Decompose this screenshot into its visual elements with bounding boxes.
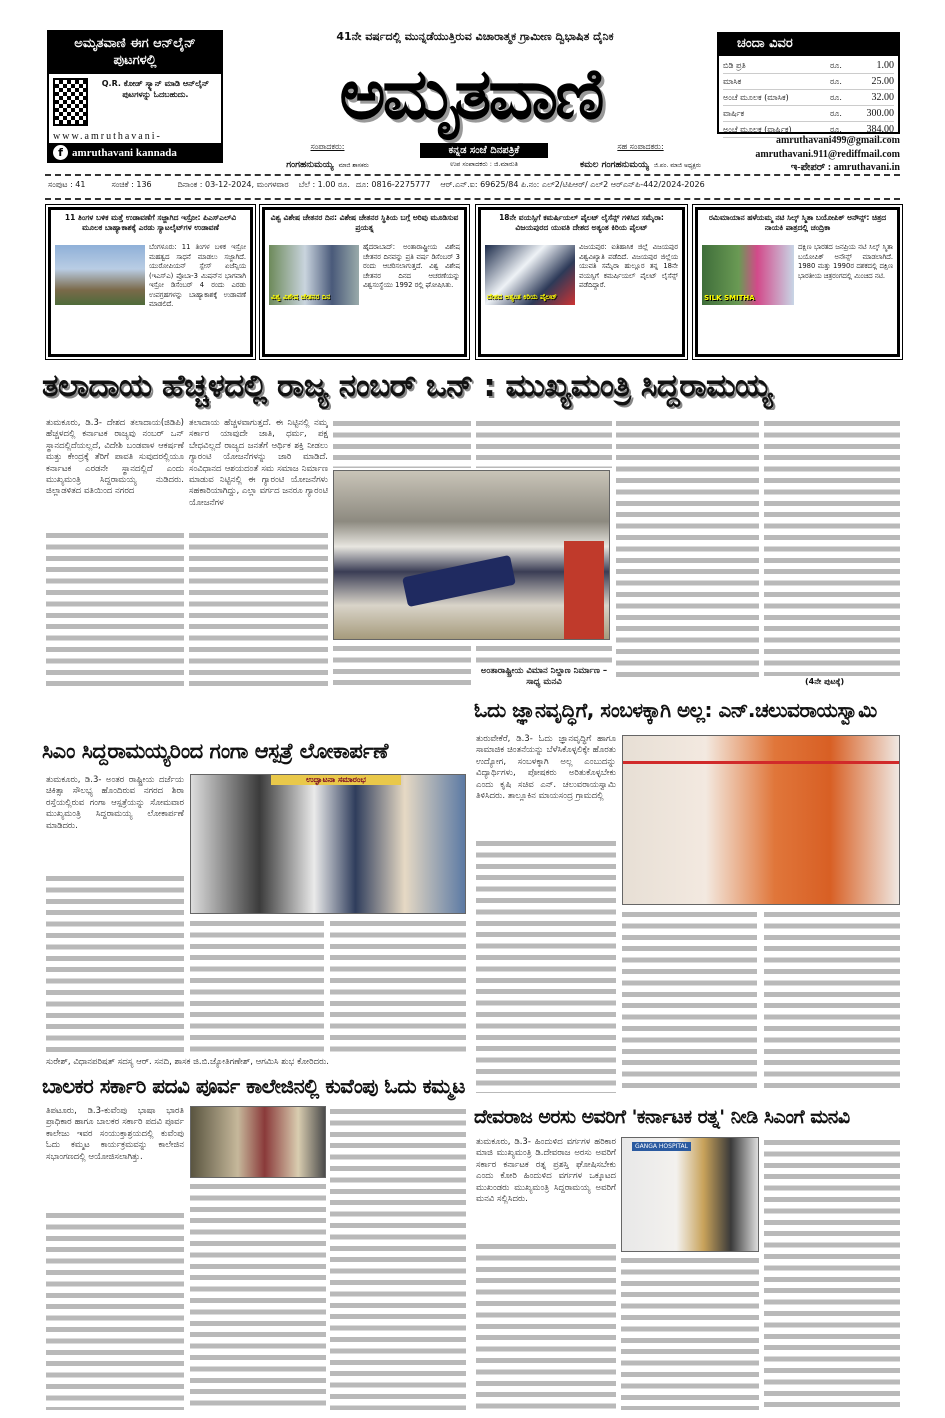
subscription-row <box>723 58 894 74</box>
teaser-photo-caption: ದೇಶದ ಅತ್ಯಂತ ಕಿರಿಯ ಪೈಲಟ್ <box>487 293 557 301</box>
teaser-photo <box>485 245 575 305</box>
article5-photo <box>621 1137 759 1252</box>
teaser-headline[interactable]: 18ನೇ ವಯಸ್ಸಿಗೆ ಕಮರ್ಷಿಯಲ್ ಪೈಲಟ್ ಲೈಸೆನ್ಸ್ ಗಳಿಸಿದ ಸಮೈರಾ: ವಿಜಯಪುರದ ಯುವತಿ ದೇಶದ ಅತ್ಯಂತ ಕಿರಿಯ ಪೈಲಟ್ <box>499 213 664 232</box>
registration: ಆರ್.ಎನ್.ಐ: 69625/84 ಪಿ.ನಂ: ಎಲ್2/ಟಿಪಿಆರ್/ ಎಲ್2 ಆರ್‌ಎನ್‌ಪಿ-442/2024-2026 <box>440 180 705 189</box>
article1-lead: ತುಮಕೂರು, ಡಿ.3- ದೇಶದ ತಲಾದಾಯ(ಜಿಡಿಪಿ) ಹೆಚ್ಚಳದಲ್ಲಿ ಕರ್ನಾಟಕ ರಾಜ್ಯವು ನಂಬರ್ ಒನ್ ಸ್ಥಾನದಲ್ಲಿದೆಯಲ್ಲದೆ, ವಿದೇಶಿ ಬಂಡವಾಳ ಆಕರ್ಷಣೆ ಮತ್ತು ಕೇಂದ್ರಕ್ಕೆ ತೆರಿಗೆ ಪಾವತಿ ಸುವುದರಲ್ಲಿಯೂ ಕರ್ನಾಟಕ ಎರಡನೇ ಸ್ಥಾನದಲ್ಲಿದೆ ಎಂದು ಮುಖ್ಯಮಂತ್ರಿ ಸಿದ್ದರಾಮಯ್ಯ ನುಡಿದರು. ಜಿಲ್ಲಾಡಳಿತದ ವತಿಯಿಂದ ನಗರದ <box>46 418 184 497</box>
teaser-photo-caption: ವಿಶ್ವ ವಿಶೇಷ ಚೇತನರ ದಿನ <box>271 293 331 301</box>
article1-col2: ತಲಾದಾಯ ಹೆಚ್ಚಳವಾಗುತ್ತದೆ. ಈ ನಿಟ್ಟಿನಲ್ಲಿ ನಮ್ಮ ಸರ್ಕಾರ ಯಾವುದೇ ಜಾತಿ, ಧರ್ಮ, ಪಕ್ಷ ಬೇಧವಿಲ್ಲದೆ ರಾಜ್ಯದ ಜನತೆಗೆ ಆರ್ಥಿಕ ಶಕ್ತಿ ನೀಡಲು ಗ್ಯಾರಂಟಿ ಯೋಜನೆಗಳನ್ನು ಜಾರಿ ಮಾಡಿದೆ. ಸಂವಿಧಾನದ ಆಶಯದಂತೆ ಸಮ ಸಮಾಜ ನಿರ್ಮಾಣ ಮಾಡುವ ನಿಟ್ಟಿನಲ್ಲಿ ಈ ಗ್ಯಾರಂಟಿ ಯೋಜನೆಗಳು ಸಹಕಾರಿಯಾಗಿದ್ದು, ಎಲ್ಲಾ ವರ್ಗದ ಜನರೂ ಗ್ಯಾರಂಟಿ ಯೋಜನೆಗಳ <box>189 418 328 508</box>
editor-name: ಗಂಗಹನುಮಯ್ಯ <box>286 160 334 170</box>
teaser-box[interactable] <box>478 207 685 357</box>
subscription-amount: 300.00 <box>866 108 894 119</box>
article1-subhead: ಅಂತಾರಾಷ್ಟ್ರೀಯ ವಿಮಾನ ನಿಲ್ದಾಣ ನಿರ್ಮಾಣ – ಸಾಧ್ಯ ಮನವಿ <box>480 666 608 688</box>
teaser-photo-caption: SILK SMITHA <box>704 294 755 302</box>
teaser-photo <box>269 245 359 305</box>
article3-photo-banner: ಉದ್ಘಾಟನಾ ಸಮಾರಂಭ <box>271 775 401 785</box>
article4-headline[interactable]: ಬಾಲಕರ ಸರ್ಕಾರಿ ಪದವಿ ಪೂರ್ವ ಕಾಲೇಜಿನಲ್ಲಿ ಕುವೆಂಪು ಓದು ಕಮ್ಮಟ <box>42 1074 465 1098</box>
teaser-photo <box>702 245 794 305</box>
subscription-row <box>723 90 894 106</box>
sub-editor: ಉಪ ಸಂಪಾದಕರು : ಜಿ.ಮಾರುತಿ <box>450 160 518 168</box>
article4-photo <box>190 1106 326 1178</box>
teaser-body: ಹೈದರಾಬಾದ್: ಅಂತಾರಾಷ್ಟ್ರೀಯ ವಿಶೇಷ ಚೇತನರ ದಿನವನ್ನು ಪ್ರತಿ ವರ್ಷ ಡಿಸೆಂಬರ್ 3 ರಂದು ಆಚರಿಸಲಾಗುತ್ತದೆ. ವಿಶ್ವ ವಿಶೇಷ ಚೇತನರ ದಿನದ ಆಚರಣೆಯನ್ನು ವಿಶ್ವಸಂಸ್ಥೆಯು 1992 ರಲ್ಲಿ ಘೋಷಿಸಿತು. <box>363 243 460 289</box>
main-headline[interactable]: ತಲಾದಾಯ ಹೆಚ್ಚಳದಲ್ಲಿ ರಾಜ್ಯ ನಂಬರ್ ಒನ್ : ಮುಖ್ಯಮಂತ್ರಿ ಸಿದ್ದರಾಮಯ್ಯ <box>42 368 773 404</box>
subscription-label: ಮಾಸಿಕ <box>723 77 742 86</box>
article1-photo <box>333 470 610 640</box>
subscription-currency: ರೂ. <box>830 93 842 102</box>
qr-code-icon[interactable] <box>53 78 88 126</box>
article2-lead: ತುರುವೇಕೆರೆ, ಡಿ.3- ಓದು ಜ್ಞಾನವೃದ್ಧಿಗೆ ಹಾಗೂ ಸಾಮಾಜಿಕ ಚಿಂತನೆಯನ್ನು ಬೆಳೆಸಿಕೊಳ್ಳಲಿಕ್ಕೇ ಹೊರತು ಉದ್ಯೋಗ, ಸಂಬಳಕ್ಕಾಗಿ ಅಲ್ಲ ಎಂಬುದನ್ನು ವಿದ್ಯಾರ್ಥಿಗಳು, ಪೋಷಕರು ಅರಿತುಕೊಳ್ಳಬೇಕು ಎಂದು ಕೃಷಿ ಸಚಿವ ಎನ್. ಚಲುವರಾಯಸ್ವಾಮಿ ತಿಳಿಸಿದರು. ತಾಲ್ಲೂಕಿನ ಮಾಯಸಂದ್ರ ಗ್ರಾಮದಲ್ಲಿ <box>476 734 616 802</box>
subscription-currency: ರೂ. <box>830 125 842 134</box>
subscription-label: ಅಂಚೆ ಮೂಲಕ (ಮಾಸಿಕ) <box>723 93 789 102</box>
email-2[interactable]: amruthavani.911@rediffmail.com <box>755 148 900 160</box>
editor-label: ಸಂಪಾದಕರು: <box>310 142 345 151</box>
volume: ಸಂಪುಟ : 41 <box>48 180 86 189</box>
teaser-photo <box>55 245 145 305</box>
subscription-row <box>723 74 894 90</box>
subscription-amount: 25.00 <box>871 76 894 87</box>
teaser-box[interactable] <box>48 207 253 357</box>
teaser-body: ಬೆಂಗಳೂರು: 11 ತಿಂಗಳ ಬಳಿಕ ಇಸ್ರೋ ಮಹತ್ವದ ಸಾಧನೆ ಮಾಡಲು ಸಜ್ಜಾಗಿದೆ. ಯುರೋಪಿಯನ್ ಸ್ಪೇಸ್ ಏಜೆನ್ಸಿಯ (ಇಎಸ್‌ಎ) ಪ್ರೊಬಾ-3 ಮಿಷನ್‌ನ ಭಾಗವಾಗಿ ಇಸ್ರೋ ಡಿಸೆಂಬರ್ 4 ರಂದು ಎರಡು ಉಪಗ್ರಹಗಳನ್ನು ಬಾಹ್ಯಾಕಾಶಕ್ಕೆ ಉಡಾವಣೆ ಮಾಡಲಿದೆ. <box>149 243 246 308</box>
continued-marker[interactable]: (4ನೇ ಪುಟಕ್ಕೆ) <box>805 677 845 686</box>
online-box <box>47 30 223 163</box>
date: ದಿನಾಂಕ : 03-12-2024, ಮಂಗಳವಾರ <box>177 180 289 189</box>
article5-lead: ತುಮಕೂರು, ಡಿ.3- ಹಿಂದುಳಿದ ವರ್ಗಗಳ ಹರಿಕಾರ ಮಾಜಿ ಮುಖ್ಯಮಂತ್ರಿ ಡಿ.ದೇವರಾಜ ಅರಸು ಅವರಿಗೆ ಸರ್ಕಾರ ಕರ್ನಾಟಕ ರತ್ನ ಪ್ರಶಸ್ತಿ ಘೋಷಿಸಬೇಕು ಎಂದು ಕೋರಿ ಹಿಂದುಳಿದ ವರ್ಗಗಳ ಒಕ್ಕೂಟದ ಮುಖಂಡರು ಮುಖ್ಯಮಂತ್ರಿ ಸಿದ್ದರಾಮಯ್ಯ ಅವರಿಗೆ ಮನವಿ ಸಲ್ಲಿಸಿದರು. <box>476 1137 616 1205</box>
article3-tail: ಸುರೇಶ್, ವಿಧಾನಪರಿಷತ್ ಸದಸ್ಯ ಆರ್. ಸನದಿ, ಶಾಸಕ ಜಿ.ಬಿ.ಜ್ಯೋತಿಗಣೇಶ್, ಆಗಮಿಸಿ ಶುಭ ಕೋರಿದರು. <box>46 1057 330 1067</box>
subscription-currency: ರೂ. <box>830 109 842 118</box>
website-link[interactable]: www.amruthavani- <box>49 130 221 143</box>
subscription-label: ಬಿಡಿ ಪ್ರತಿ <box>723 61 746 70</box>
teaser-headline[interactable]: ವಿಶ್ವ ವಿಶೇಷ ಚೇತನರ ದಿನ: ವಿಶೇಷ ಚೇತನರ ಸ್ಥಿತಿಯ ಬಗ್ಗೆ ಅರಿವು ಮೂಡಿಸುವ ಪ್ರಯತ್ನ <box>270 213 459 232</box>
article3-headline[interactable]: ಸಿಎಂ ಸಿದ್ದರಾಮಯ್ಯರಿಂದ ಗಂಗಾ ಆಸ್ಪತ್ರೆ ಲೋಕಾರ್ಪಣೆ <box>42 739 388 763</box>
tagline: 41ನೇ ವರ್ಷದಲ್ಲಿ ಮುನ್ನಡೆಯುತ್ತಿರುವ ವಿಚಾರಾತ್ಮಕ ಗ್ರಾಮೀಣ ದ್ವಿಭಾಷಿತ ದೈನಿಕ <box>336 30 614 43</box>
subscription-currency: ರೂ. <box>830 61 842 70</box>
article3-lead: ತುಮಕೂರು, ಡಿ.3- ಅಂತರ ರಾಷ್ಟ್ರೀಯ ದರ್ಜೆಯ ಚಿಕಿತ್ಸಾ ಸೌಲಭ್ಯ ಹೊಂದಿರುವ ನಗರದ ಶಿರಾ ರಸ್ತೆಯಲ್ಲಿರುವ ಗಂಗಾ ಆಸ್ಪತ್ರೆಯನ್ನು ಸೋಮವಾರ ಮುಖ್ಯಮಂತ್ರಿ ಸಿದ್ದರಾಮಯ್ಯ ಲೋಕಾರ್ಪಣೆ ಮಾಡಿದರು. <box>46 775 184 831</box>
co-editor-role: ಜಿ.ಪಂ. ಮಾಜಿ ಅಧ್ಯಕ್ಷರು <box>653 162 701 169</box>
subscription-label: ವಾರ್ಷಿಕ <box>723 109 745 118</box>
teaser-body: ವಿಜಯಪುರ: ಐತಿಹಾಸಿಕ ಜಿಲ್ಲೆ ವಿಜಯಪುರ ವಿಶ್ವವಿಖ್ಯಾತಿ ಪಡೆದಿದೆ. ವಿಜಯಪುರ ಜಿಲ್ಲೆಯ ಯುವತಿ ಸಮೈರಾ ಹುಲ್ಲೂರ ತನ್ನ 18ನೇ ವಯಸ್ಸಿಗೆ ಕಮರ್ಷಿಯಲ್ ಪೈಲಟ್ ಲೈಸೆನ್ಸ್ ಪಡೆದಿದ್ದಾರೆ. <box>579 243 678 289</box>
subscription-currency: ರೂ. <box>830 77 842 86</box>
teaser-box[interactable] <box>262 207 467 357</box>
subscription-row <box>723 106 894 122</box>
subtitle-badge <box>420 143 548 158</box>
epaper-link[interactable]: ಇ-ಪೇಪರ್ : amruthavani.in <box>790 162 900 173</box>
issue: ಸಂಚಿಕೆ : 136 <box>111 180 152 189</box>
newspaper-title: ಅಮೃತವಾಣಿ <box>339 53 602 135</box>
subscription-title: ಚಂದಾ ವಿವರ <box>719 34 898 56</box>
teaser-headline[interactable]: 11 ತಿಂಗಳ ಬಳಿಕ ಮತ್ತೆ ಉಡಾವಣೆಗೆ ಸಜ್ಜಾಗಿದ ಇಸ್ರೋ: ಪಿಎಸ್‌ಎಲ್‌ವಿ ಮೂಲಕ ಬಾಹ್ಯಾಕಾಶಕ್ಕೆ ಎರಡು ಸ್ಯಾಟಲೈಟ್‌ಗಳ ಉಡಾವಣೆ <box>64 213 237 232</box>
article2-photo <box>622 735 900 905</box>
facebook-icon: f <box>53 145 68 160</box>
facebook-link[interactable]: amruthavani kannada <box>72 146 177 159</box>
online-box-title: ಅಮೃತವಾಣಿ ಈಗ ಆನ್‌ಲೈನ್ ಪುಟಗಳಲ್ಲಿ <box>74 36 196 68</box>
article5-headline[interactable]: ದೇವರಾಜ ಅರಸು ಅವರಿಗೆ 'ಕರ್ನಾಟಕ ರತ್ನ' ನೀಡಿ ಸಿಎಂಗೆ ಮನವಿ <box>474 1106 850 1128</box>
article4-lead: ತಿಪಟೂರು, ಡಿ.3-ಕುವೆಂಪು ಭಾಷಾ ಭಾರತಿ ಪ್ರಾಧಿಕಾರ ಹಾಗೂ ಬಾಲಕರ ಸರ್ಕಾರಿ ಪದವಿ ಪೂರ್ವ ಕಾಲೇಜು ಇವರ ಸಂಯುಕ್ತಾಶ್ರಯದಲ್ಲಿ ಕುವೆಂಪು ಓದು ಕಮ್ಮಟ ಕಾರ್ಯಕ್ರಮವನ್ನು ಕಾಲೇಜಿನ ಸಭಾಂಗಣದಲ್ಲಿ ಆಯೋಜಿಸಲಾಗಿತ್ತು. <box>46 1106 184 1162</box>
teaser-box[interactable] <box>695 207 900 357</box>
email-1[interactable]: amruthavani499@gmail.com <box>775 135 900 146</box>
subscription-amount: 32.00 <box>871 92 894 103</box>
subtitle: ಕನ್ನಡ ಸಂಜೆ ದಿನಪತ್ರಿಕೆ <box>448 145 520 156</box>
co-editor-label: ಸಹ ಸಂಪಾದಕರು: <box>617 142 664 151</box>
teaser-body: ದಕ್ಷಿಣ ಭಾರತದ ಜನಪ್ರಿಯ ನಟಿ ಸಿಲ್ಕ್ ಸ್ಮಿತಾ ಬಯೋಪಿಕ್ ಅನೌನ್ಸ್ ಮಾಡಲಾಗಿದೆ. 1980 ಮತ್ತು 1990ರ ದಶಕದಲ್ಲಿ ದಕ್ಷಿಣ ಭಾರತೀಯ ಚಿತ್ರರಂಗದಲ್ಲಿ ಮಿಂಚಿದ ನಟಿ. <box>798 243 893 280</box>
phone: ದೂ: 0816-2275777 <box>355 180 431 189</box>
subscription-box <box>717 32 900 134</box>
info-line <box>48 180 903 190</box>
article3-photo <box>190 774 466 914</box>
qr-instructions: Q.R. ಕೋಡ್ ಸ್ಕ್ಯಾನ್ ಮಾಡಿ ಆನ್‌ಲೈನ್ ಪುಟಗಳನ್ನು ಓದಬಹುದು. <box>101 79 210 99</box>
subscription-amount: 1.00 <box>876 60 894 71</box>
co-editor-name: ಕಮಲ ಗಂಗಹನುಮಯ್ಯ <box>580 160 649 170</box>
price: ಬೆಲೆ : 1.00 ರೂ. <box>298 180 350 189</box>
subscription-amount: 384.00 <box>866 124 894 135</box>
subscription-label: ಅಂಚೆ ಮೂಲಕ (ವಾರ್ಷಿಕ) <box>723 125 792 134</box>
teaser-headline[interactable]: ರಮಿಮಾಯಾನ ಹಳೆಯಮ್ಮ ನಟಿ ಸಿಲ್ಕ್ ಸ್ಮಿತಾ ಬಯೋಪಿಕ್ ಅನೌನ್ಸ್: ಚಿತ್ರದ ನಾಯಕಿ ಪಾತ್ರದಲ್ಲಿ ಚಂದ್ರಿಕಾ <box>708 213 887 232</box>
editor-role: ಮಾಜಿ ಶಾಸಕರು <box>338 162 369 169</box>
article5-photo-banner: GANGA HOSPITAL <box>632 1142 691 1151</box>
article2-headline[interactable]: ಓದು ಜ್ಞಾನವೃದ್ಧಿಗೆ, ಸಂಬಳಕ್ಕಾಗಿ ಅಲ್ಲ: ಎನ್.ಚಲುವರಾಯಸ್ವಾಮಿ <box>474 698 877 722</box>
